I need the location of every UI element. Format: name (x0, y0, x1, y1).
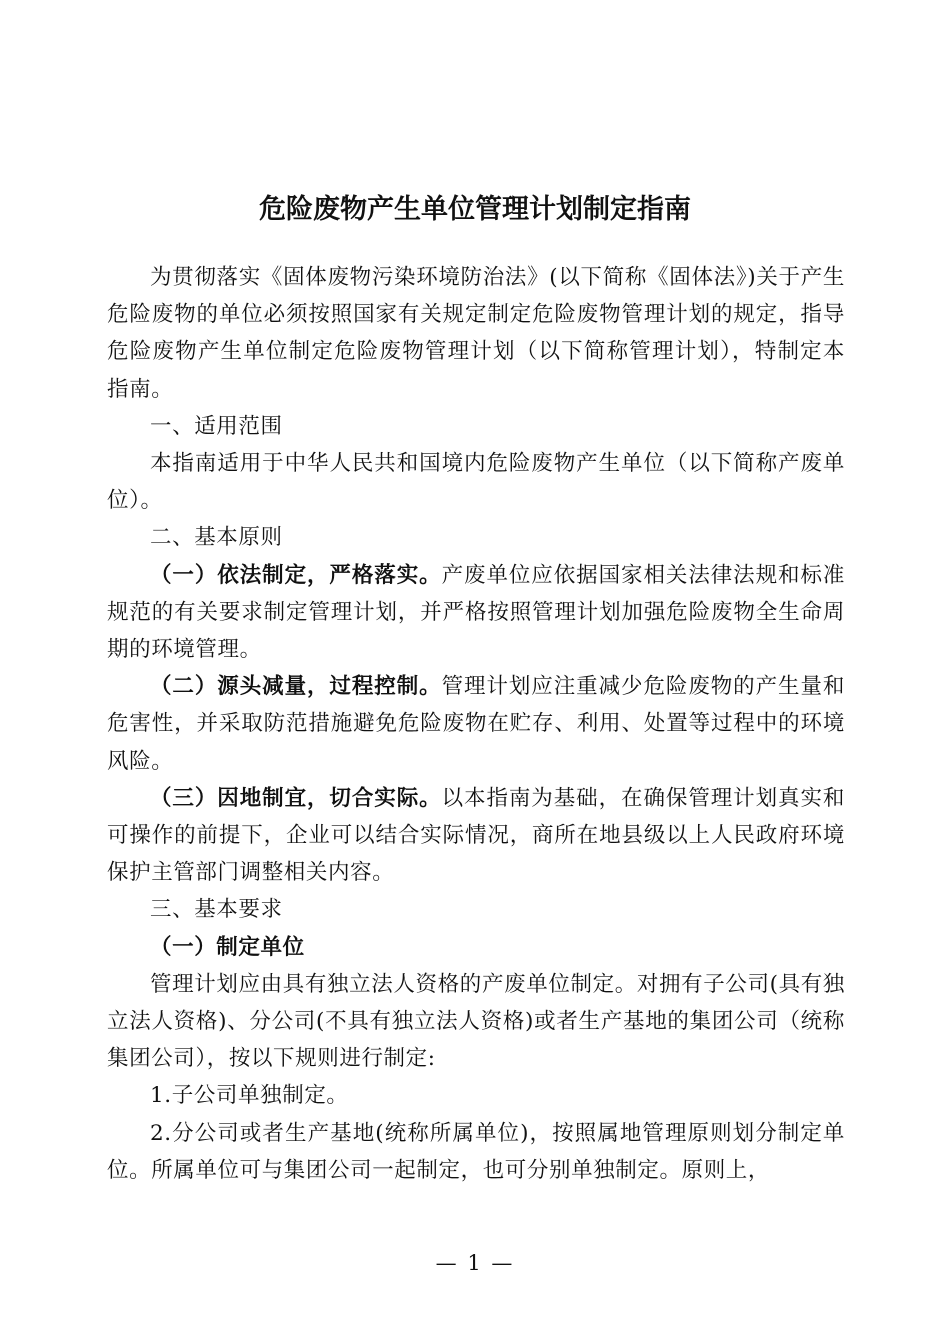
intro-paragraph: 为贯彻落实《固体废物污染环境防治法》(以下简称《固体法》)关于产生危险废物的单位必须按照国家有关规定制定危险废物管理计划的规定，指导危险废物产生单位制定危险废物管理计划（以下简称管理计划），特制定本指南。 (107, 265, 845, 402)
principle-paragraph-3 (107, 780, 845, 892)
scope-paragraph: 本指南适用于中华人民共和国境内危险废物产生单位（以下简称产废单位）。 (107, 451, 845, 514)
principle-2-lead: （二）源头减量，过程控制。 (150, 674, 442, 700)
principle-1-lead: （一）依法制定，严格落实。 (150, 562, 442, 588)
section-heading-requirements: 三、基本要求 (150, 897, 283, 923)
principle-2-text: 管理计划应注重减少危险废物的产生量和危害性，并采取防范措施避免危险废物在贮存、利用、处置等过程中的环境风险。 (107, 674, 845, 774)
principle-paragraph-1 (107, 557, 845, 669)
principle-1-text: 产废单位应依据国家相关法律法规和标准规范的有关要求制定管理计划，并严格按照管理计划加强危险废物全生命周期的环境管理。 (107, 562, 845, 663)
section-heading-principles: 二、基本原则 (150, 525, 283, 551)
principle-3-lead: （三）因地制宜，切合实际。 (150, 785, 442, 811)
page-number: — 1 — (435, 1251, 515, 1275)
list-item-2: 2.分公司或者生产基地(统称所属单位)，按照属地管理原则划分制定单位。所属单位可与集团公司一起制定，也可分别单独制定。原则上， (107, 1120, 845, 1183)
principle-paragraph-2 (107, 668, 845, 780)
principle-3-text: 以本指南为基础，在确保管理计划真实和可操作的前提下，企业可以结合实际情况，商所在地县级以上人民政府环境保护主管部门调整相关内容。 (107, 785, 845, 886)
document-title: 危险废物产生单位管理计划制定指南 (259, 194, 691, 225)
list-item-1: 1.子公司单独制定。 (150, 1083, 349, 1109)
section-heading-scope: 一、适用范围 (150, 413, 283, 439)
document-body (107, 259, 845, 1189)
unit-paragraph: 管理计划应由具有独立法人资格的产废单位制定。对拥有子公司(具有独立法人资格)、分公司(不具有独立法人资格)或者生产基地的集团公司（统称集团公司），按以下规则进行制定: (107, 971, 845, 1072)
subsection-heading-unit: （一）制定单位 (150, 934, 305, 960)
